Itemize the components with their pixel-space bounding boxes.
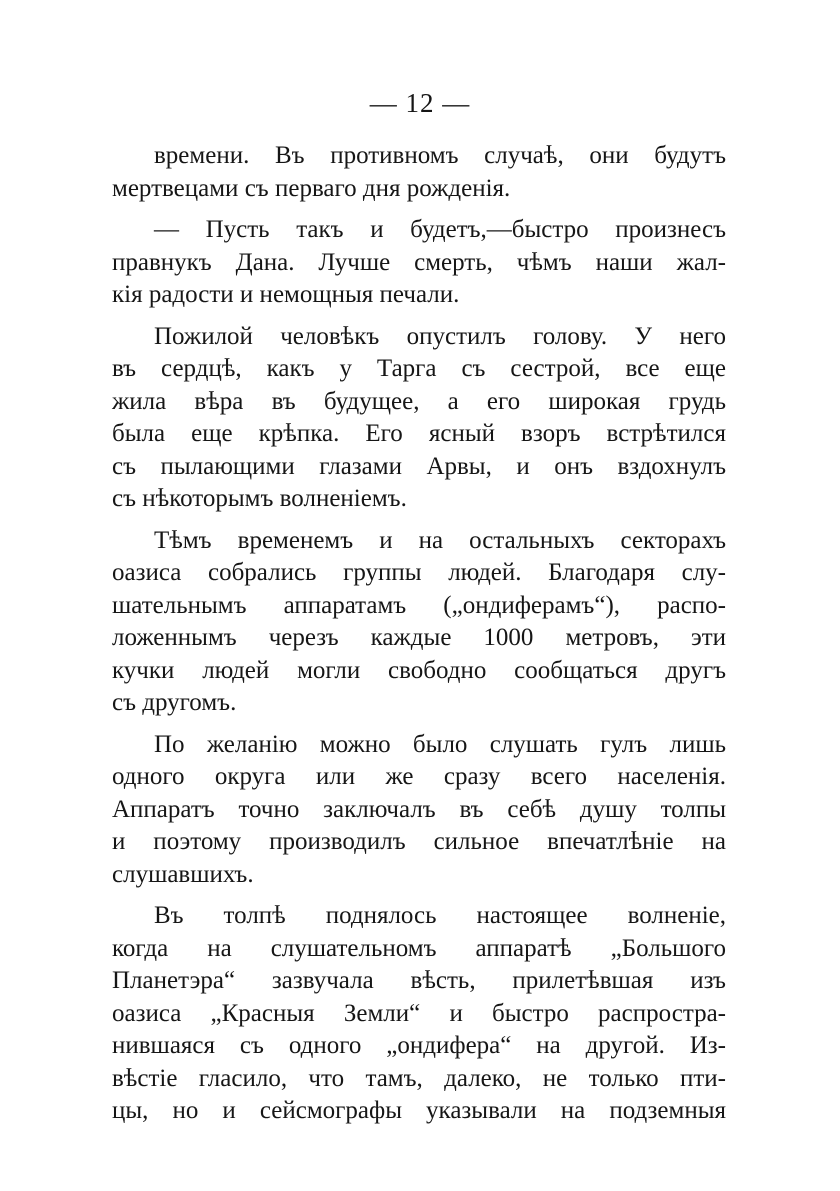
text-line: слушавшихъ. xyxy=(112,860,254,888)
text-line: и поэтому производилъ сильное впечатлѣніе на xyxy=(112,828,726,855)
text-line: Пожилой человѣкъ опустилъ голову. У него xyxy=(154,322,726,350)
text-line: вѣстіе гласило, что тамъ, далеко, не только пти- xyxy=(112,1064,726,1092)
text-line: одного округа или же сразу всего населенія. xyxy=(112,763,726,790)
text-line: цы, но и сейсмографы указывали на подземныя xyxy=(112,1097,726,1124)
text-line: кучки людей могли свободно сообщаться другъ xyxy=(112,656,726,684)
paragraph xyxy=(112,900,726,1128)
text-line: Тѣмъ временемъ и на остальныхъ секторахъ xyxy=(154,526,726,554)
body-text xyxy=(112,140,726,1128)
page-number: — 12 — xyxy=(369,88,471,118)
text-line: правнукъ Дана. Лучше смерть, чѣмъ наши жал- xyxy=(112,248,726,276)
text-line: Планетэра“ зазвучала вѣсть, прилетѣвшая изъ xyxy=(112,967,726,994)
text-line: Аппаратъ точно заключалъ въ себѣ душу толпы xyxy=(112,795,726,823)
paragraph xyxy=(112,321,726,516)
text-line: шательнымъ аппаратамъ („ондиферамъ“), распо- xyxy=(112,591,726,619)
text-line: съ другомъ. xyxy=(112,689,237,716)
text-line: въ сердцѣ, какъ у Тарга съ сестрой, все еще xyxy=(112,355,726,382)
text-line: съ пылающими глазами Арвы, и онъ вздохнулъ xyxy=(112,452,726,480)
text-line: Въ толпѣ поднялось настоящее волненіе, xyxy=(154,902,726,929)
text-line: съ нѣкоторымъ волненіемъ. xyxy=(112,485,407,512)
paragraph xyxy=(112,140,726,205)
paragraph xyxy=(112,525,726,720)
text-line: оазиса собрались группы людей. Благодаря слу- xyxy=(112,559,726,586)
text-line: оазиса „Красныя Земли“ и быстро распростра- xyxy=(112,999,726,1027)
text-line: времени. Въ противномъ случаѣ, они будутъ xyxy=(154,142,726,169)
text-line: жила вѣра въ будущее, а его широкая грудь xyxy=(112,387,726,415)
text-line: нившаяся съ одного „ондифера“ на другой. Из- xyxy=(112,1032,726,1059)
paragraph xyxy=(112,214,726,312)
text-line: ложеннымъ черезъ каждые 1000 метровъ, эти xyxy=(112,624,726,651)
text-line: кія радости и немощныя печали. xyxy=(112,281,460,308)
text-line: — Пусть такъ и будетъ,—быстро произнесъ xyxy=(154,216,726,243)
text-line: когда на слушательномъ аппаратѣ „Большого xyxy=(112,934,726,962)
paragraph xyxy=(112,729,726,892)
text-line: была еще крѣпка. Его ясный взоръ встрѣтился xyxy=(112,420,726,447)
text-line: По желанію можно было слушать гулъ лишь xyxy=(154,730,726,758)
text-line: мертвецами съ перваго дня рожденія. xyxy=(112,174,511,202)
